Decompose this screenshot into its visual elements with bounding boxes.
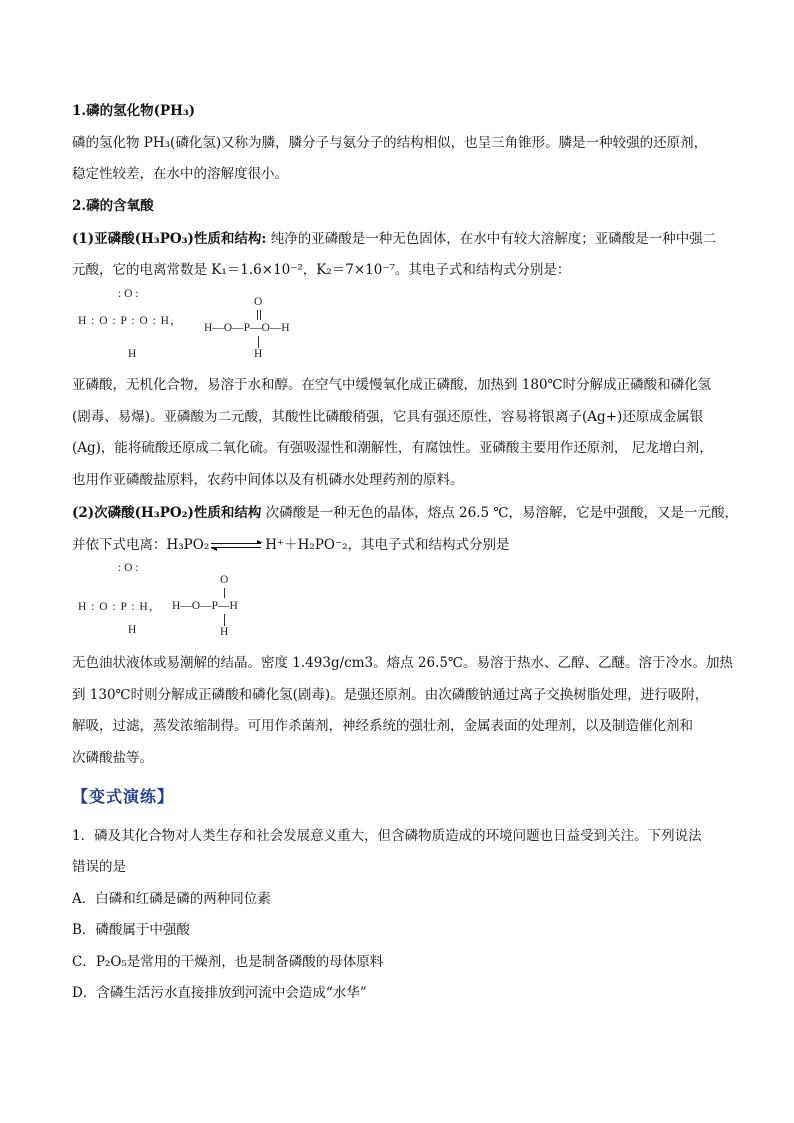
phosphorous-acid-description: 也用作亚磷酸盐原料，农药中间体以及有机磷水处理药剂的原料。 (72, 472, 464, 488)
hypophosphorous-acid-label: (2)次磷酸(H₃PO₂)性质和结构 (72, 505, 262, 521)
double-bond-line (257, 310, 258, 320)
option-b: B．磷酸属于中强酸 (72, 922, 190, 938)
electron-h-bottom: H (128, 348, 137, 360)
question-stem: 1．磷及其化合物对人类生存和社会发展意义重大，但含磷物质造成的环境问题也日益受到关注。下列说法 (72, 828, 702, 844)
heading-oxyacids: 2.磷的含氧酸 (72, 198, 154, 214)
option-c: C．P₂O₅是常用的干燥剂，也是制备磷酸的母体原料 (72, 954, 384, 970)
hypophosphorous-acid-text: 次磷酸是一种无色的晶体，熔点 26.5 ℃，易溶解，它是中强酸，又是一元酸， (261, 505, 738, 521)
double-bond-line (224, 588, 225, 598)
hypophosphorous-acid-description: 次磷酸盐等。 (72, 750, 153, 766)
electron-o-top: : O : (118, 562, 139, 574)
electron-o-top: : O : (118, 288, 139, 300)
practice-section-title: 【变式演练】 (72, 787, 175, 806)
struct-h: H (254, 348, 263, 360)
phosphorous-acid-text: 纯净的亚磷酸是一种无色固体，在水中有较大溶解度；亚磷酸是一种中强二 (266, 231, 717, 247)
equation-reactant: 并依下式电离：H₃PO₂ (72, 537, 210, 553)
double-bond-line (260, 310, 261, 320)
phosphorous-acid-description: (剧毒、易爆)。亚磷酸为二元酸，其酸性比磷酸稍强，它具有强还原性，容易将银离子(Ag+)还原成金属银 (72, 409, 704, 425)
ionization-equation (72, 535, 742, 555)
hypophosphorous-acid-description: 无色油状液体或易潮解的结晶。密度 1.493g/cm3。熔点 26.5℃。易溶于热水、乙醇、乙醚。溶于冷水。加热 (72, 655, 734, 671)
hypophosphorous-acid-description: 到 130℃时则分解成正磷酸和磷化氢(剧毒)。是强还原剂。由次磷酸钠通过离子交换树脂处理，进行吸附， (72, 687, 709, 703)
phosphorous-acid-intro (72, 229, 742, 249)
struct-formula-row: H—O—P—O—H (204, 322, 290, 334)
hypophosphorous-acid-formula (72, 562, 332, 640)
phosphine-text-line: 稳定性较差，在水中的溶解度很小。 (72, 166, 288, 182)
electron-formula-main: H : O : P : O : H， (78, 315, 183, 327)
single-bond-line (258, 336, 259, 348)
single-bond-line (224, 614, 225, 626)
phosphine-text-line: 磷的氢化物 PH₃(磷化氢)又称为膦，膦分子与氨分子的结构相似，也呈三角锥形。膦是一种较强的还原剂， (72, 135, 708, 151)
phosphorous-acid-description: 亚磷酸，无机化合物，易溶于水和醇。在空气中缓慢氧化成正磷酸，加热到 180℃时分解成正磷酸和磷化氢 (72, 377, 712, 393)
question-stem: 错误的是 (72, 859, 126, 875)
equilibrium-arrow-icon (211, 542, 263, 550)
electron-h-bottom: H (128, 624, 137, 636)
struct-formula-row: H—O—P—H (172, 600, 238, 612)
phosphorous-acid-label: (1)亚磷酸(H₃PO₃)性质和结构: (72, 231, 267, 247)
hypophosphorous-acid-intro (72, 503, 742, 523)
option-a: A．白磷和红磷是磷的两种同位素 (72, 891, 271, 907)
ionization-constants: 元酸，它的电离常数是 K₁＝1.6×10⁻²，K₂＝7×10⁻⁷。其电子式和结构式分别是： (72, 262, 571, 278)
phosphorous-acid-description: (Ag)，能将硫酸还原成二氧化硫。有强吸湿性和潮解性，有腐蚀性。亚磷酸主要用作还原剂， 尼龙增白剂， (72, 440, 713, 456)
hypophosphorous-acid-description: 解吸，过滤，蒸发浓缩制得。可用作杀菌剂，神经系统的强壮剂，金属表面的处理剂，以及制造催化剂和 (72, 718, 693, 734)
struct-o: O (254, 296, 263, 308)
heading-phosphine: 1.磷的氢化物(PH₃) (72, 103, 196, 119)
phosphorous-acid-formula (72, 288, 352, 366)
electron-formula-main: H : O : P : H， (78, 601, 162, 613)
equation-products: H⁺＋H₂PO⁻₂，其电子式和结构式分别是 (265, 537, 510, 553)
option-d: D．含磷生活污水直接排放到河流中会造成“水华” (72, 985, 367, 1001)
struct-o: O (220, 574, 229, 586)
struct-h: H (220, 626, 229, 638)
